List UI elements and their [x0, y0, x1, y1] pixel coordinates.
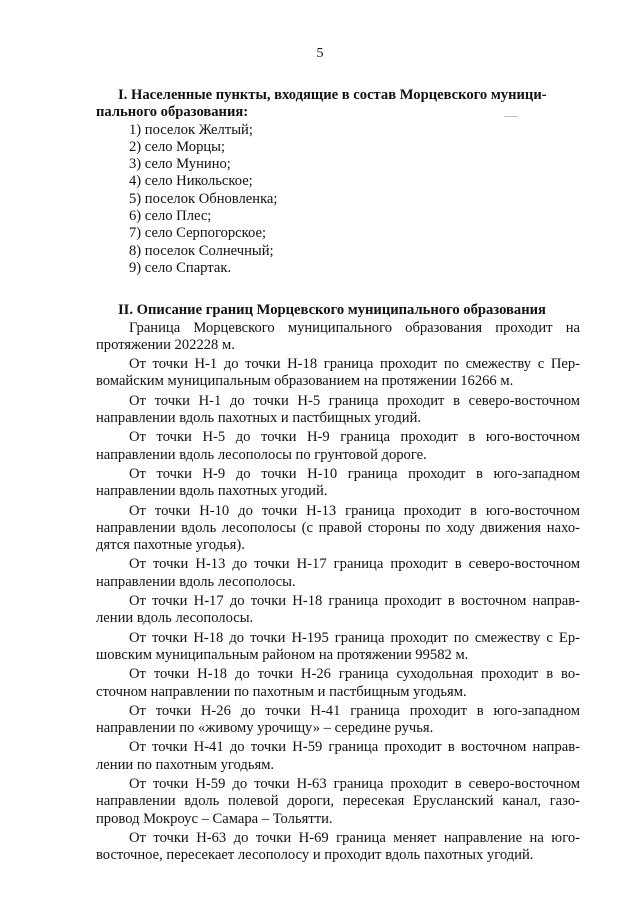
boundary-paragraph-continuation: направлении вдоль полевой дороги, пересекая Ерусланский канал, газо-провод Мокроус – Самара – Тольятти. [96, 793, 580, 827]
boundary-paragraph-first-line: От точки Н-13 до точки Н-17 граница проходит в северо-восточном [129, 556, 580, 573]
settlement-list-item: 3) село Мунино; [129, 156, 231, 173]
boundary-paragraph [96, 739, 580, 774]
section2-heading: II. Описание границ Морцевского муниципального образования [118, 302, 546, 319]
boundary-paragraph-continuation: протяжении 202228 м. [96, 336, 235, 353]
boundary-paragraph [96, 776, 580, 828]
boundary-paragraph-first-line: От точки Н-9 до точки Н-10 граница проходит в юго-западном [129, 465, 580, 482]
section1-heading [96, 87, 580, 122]
boundary-paragraph-first-line: От точки Н-41 до точки Н-59 граница проходит в восточном направ- [129, 739, 580, 756]
boundary-paragraph [96, 393, 580, 428]
boundary-paragraph-first-line: От точки Н-18 до точки Н-195 граница проходит по смежеству с Ер- [129, 629, 580, 646]
boundary-paragraph-continuation: сточном направлении по пахотным и пастбищным угодьям. [96, 683, 467, 700]
page-number: 5 [316, 46, 324, 61]
section1-heading-line1: I. Населенные пункты, входящие в состав Морцевского муници- [118, 87, 547, 103]
boundary-paragraph-first-line: От точки Н-26 до точки Н-41 граница проходит в юго-западном [129, 702, 580, 719]
boundary-paragraph [96, 466, 580, 501]
boundary-paragraph [96, 630, 580, 665]
boundary-paragraph-first-line: От точки Н-5 до точки Н-9 граница проходит в юго-восточном [129, 429, 580, 446]
boundary-paragraph [96, 593, 580, 628]
boundary-paragraph-first-line: От точки Н-10 до точки Н-13 граница проходит в юго-восточном [129, 502, 580, 519]
boundary-paragraph-continuation: вомайским муниципальным образованием на протяжении 16266 м. [96, 373, 514, 390]
settlement-list-item: 1) поселок Желтый; [129, 121, 253, 138]
boundary-paragraph [96, 356, 580, 391]
settlement-list-item: 5) поселок Обновленка; [129, 190, 278, 207]
boundary-paragraph-first-line: От точки Н-1 до точки Н-18 граница проходит по смежеству с Пер- [129, 356, 580, 373]
section1-heading-line2: пального образования: [96, 104, 249, 121]
settlement-list-item: 4) село Никольское; [129, 173, 253, 190]
settlement-list-item: 9) село Спартак. [129, 259, 232, 276]
boundary-paragraph-first-line: От точки Н-1 до точки Н-5 граница проходит в северо-восточном [129, 392, 580, 409]
boundary-paragraph-continuation: направлении вдоль пахотных и пастбищных угодий. [96, 410, 422, 427]
boundary-paragraph-first-line: От точки Н-17 до точки Н-18 граница проходит в восточном направ- [129, 593, 580, 610]
boundary-paragraph-first-line: От точки Н-63 до точки Н-69 граница меняет направление на юго- [129, 829, 580, 846]
settlement-list [96, 122, 580, 278]
settlement-list-item: 7) село Серпогорское; [129, 225, 267, 242]
boundary-paragraph [96, 503, 580, 555]
boundary-paragraph [96, 556, 580, 591]
boundary-paragraph-first-line: Граница Морцевского муниципального образования проходит на [129, 319, 580, 336]
boundary-paragraph-continuation: направлении вдоль лесополосы по грунтовой дороге. [96, 446, 427, 463]
document-body [96, 87, 580, 864]
boundary-paragraph-continuation: восточное, пересекает лесополосу и проходит вдоль пахотных угодий. [96, 847, 534, 864]
boundary-paragraph-first-line: От точки Н-18 до точки Н-26 граница суходольная проходит в во- [129, 666, 580, 683]
settlement-list-item: 8) поселок Солнечный; [129, 242, 274, 259]
boundary-paragraph-continuation: шовским муниципальным районом на протяжении 99582 м. [96, 646, 469, 663]
boundary-paragraph-continuation: направлении по «живому урочищу» – середине ручья. [96, 720, 434, 737]
boundary-paragraph-continuation: направлении вдоль пахотных угодий. [96, 483, 328, 500]
boundary-paragraph-continuation: лении вдоль лесополосы. [96, 610, 254, 627]
boundary-paragraph [96, 830, 580, 865]
boundary-paragraph-continuation: лении по пахотным угодьям. [96, 756, 275, 773]
settlement-list-item: 6) село Плес; [129, 208, 212, 225]
boundary-paragraph [96, 666, 580, 701]
boundary-paragraph-continuation: направлении вдоль лесополосы (с правой стороны по ходу движения нахо-дятся пахотные угодья). [96, 519, 580, 554]
boundary-paragraph [96, 320, 580, 355]
boundary-description [96, 320, 580, 865]
boundary-paragraph-continuation: направлении вдоль лесополосы. [96, 573, 296, 590]
boundary-paragraph [96, 429, 580, 464]
boundary-paragraph [96, 703, 580, 738]
settlement-list-item: 2) село Морцы; [129, 138, 226, 155]
boundary-paragraph-first-line: От точки Н-59 до точки Н-63 граница проходит в северо-восточном [129, 775, 580, 792]
